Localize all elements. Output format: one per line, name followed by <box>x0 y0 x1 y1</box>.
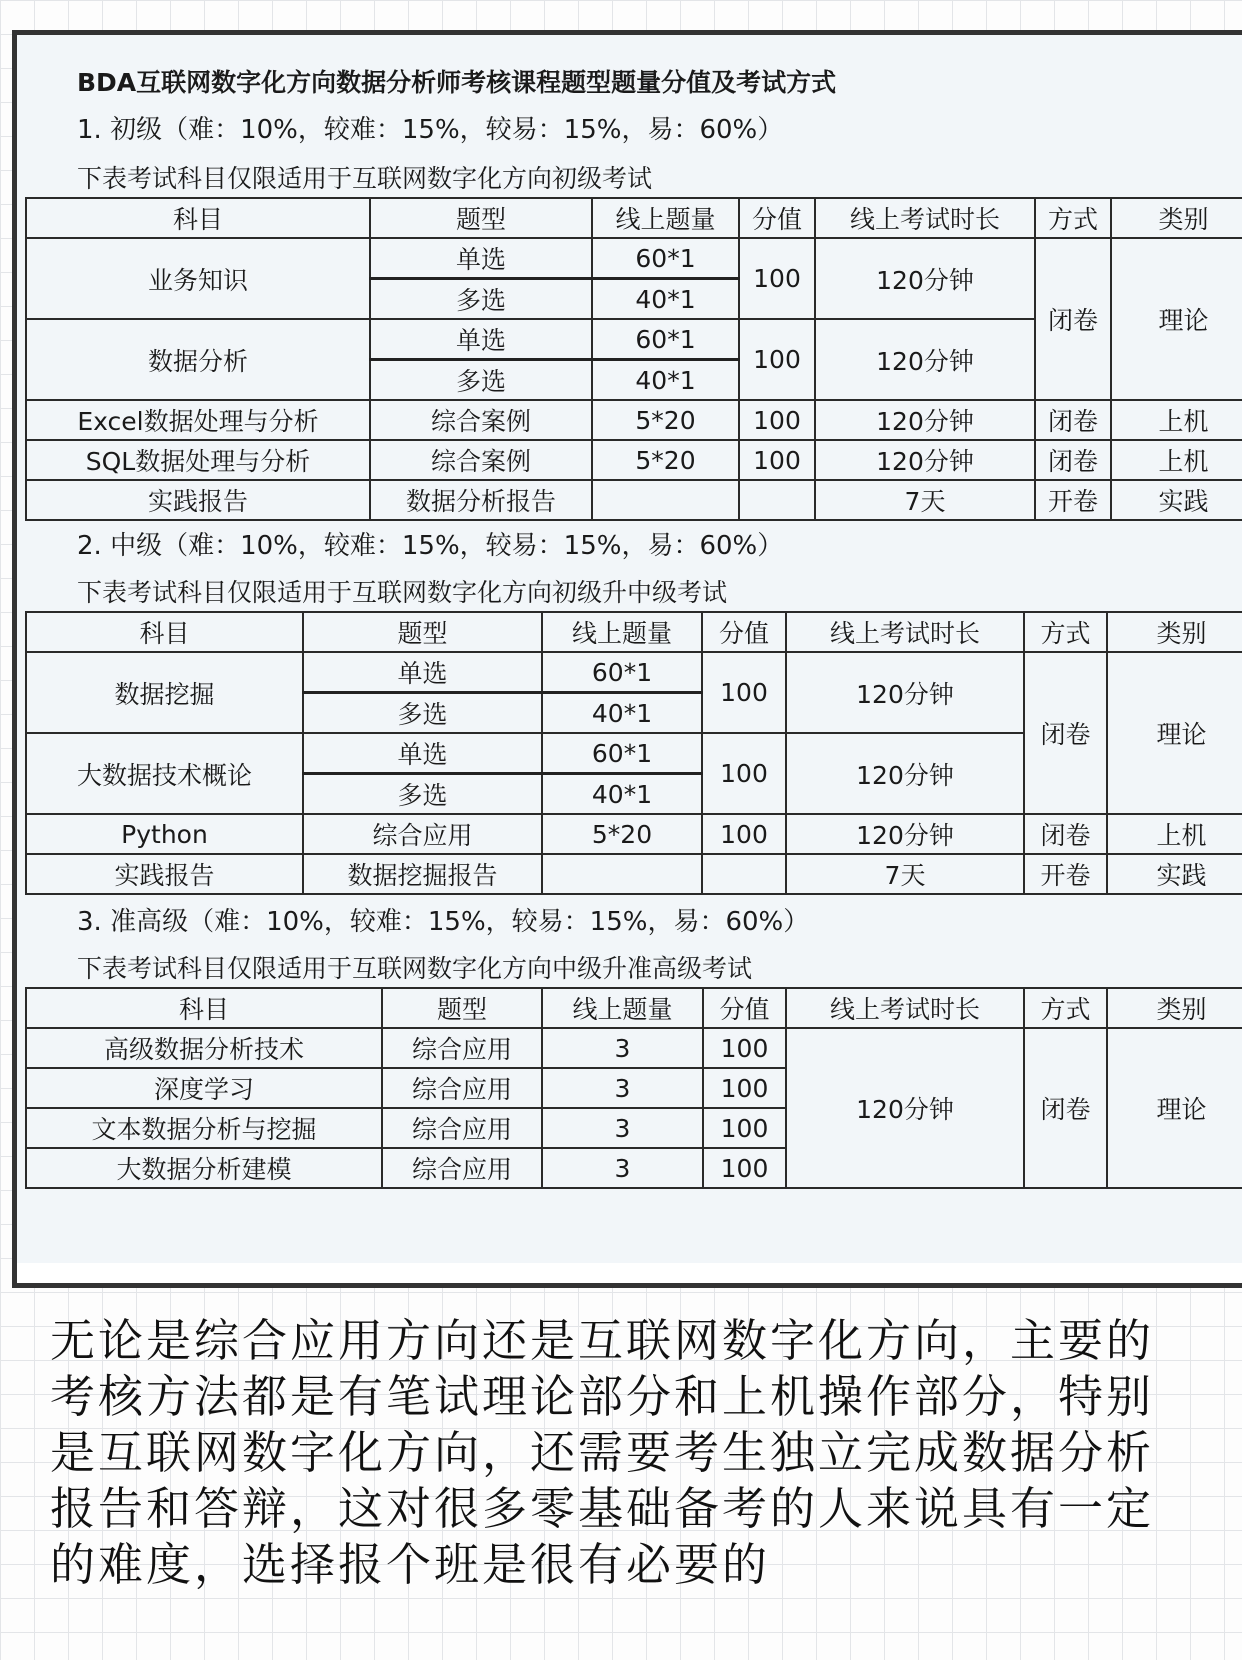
subject-cell: SQL数据处理与分析 <box>26 440 370 480</box>
type-cell: 多选 <box>303 693 542 734</box>
mode-cell: 闭卷 <box>1035 440 1111 480</box>
table-row <box>26 652 1242 693</box>
type-cell: 单选 <box>370 238 592 279</box>
type-cell: 综合应用 <box>303 814 542 854</box>
table-row <box>26 440 1242 480</box>
section-2-heading: 2. 中级（难：10%，较难：15%，较易：15%，易：60%） <box>77 531 784 561</box>
quantity-cell: 5*20 <box>542 814 702 854</box>
type-cell: 综合案例 <box>370 440 592 480</box>
duration-cell: 120分钟 <box>786 1028 1024 1188</box>
quantity-cell: 40*1 <box>592 360 739 401</box>
table-row <box>26 854 1242 894</box>
type-cell: 单选 <box>370 319 592 360</box>
score-cell: 100 <box>702 733 786 814</box>
duration-cell: 7天 <box>786 854 1024 894</box>
table-header-row <box>26 612 1242 652</box>
quantity-cell: 3 <box>542 1068 703 1108</box>
subject-cell: Excel数据处理与分析 <box>26 400 370 440</box>
table-header-row <box>26 988 1242 1028</box>
table-row <box>26 238 1242 279</box>
mode-cell: 闭卷 <box>1035 238 1111 400</box>
type-cell: 多选 <box>370 279 592 320</box>
category-cell: 理论 <box>1107 652 1242 814</box>
section-3-note: 下表考试科目仅限适用于互联网数字化方向中级升准高级考试 <box>77 954 753 983</box>
category-cell: 上机 <box>1107 814 1242 854</box>
score-cell: 100 <box>702 652 786 733</box>
quantity-cell: 3 <box>542 1028 703 1068</box>
header-score: 分值 <box>702 612 786 652</box>
subject-cell: 高级数据分析技术 <box>26 1028 382 1068</box>
exam-document <box>12 30 1242 1288</box>
subject-cell: 数据分析 <box>26 319 370 400</box>
header-type: 题型 <box>382 988 542 1028</box>
quantity-cell <box>592 480 739 520</box>
category-cell: 实践 <box>1111 480 1242 520</box>
subject-cell: 大数据分析建模 <box>26 1148 382 1188</box>
score-cell: 100 <box>739 400 815 440</box>
score-cell: 100 <box>703 1068 786 1108</box>
header-mode: 方式 <box>1024 612 1107 652</box>
header-category: 类别 <box>1111 198 1242 238</box>
score-cell: 100 <box>739 440 815 480</box>
duration-cell: 120分钟 <box>786 814 1024 854</box>
category-cell: 实践 <box>1107 854 1242 894</box>
type-cell: 数据分析报告 <box>370 480 592 520</box>
header-subject: 科目 <box>26 198 370 238</box>
header-duration: 线上考试时长 <box>786 988 1024 1028</box>
duration-cell: 120分钟 <box>815 440 1035 480</box>
score-cell: 100 <box>703 1108 786 1148</box>
header-subject: 科目 <box>26 988 382 1028</box>
type-cell: 综合案例 <box>370 400 592 440</box>
section-1-table <box>25 197 1242 521</box>
type-cell: 综合应用 <box>382 1148 542 1188</box>
duration-cell: 7天 <box>815 480 1035 520</box>
header-quantity: 线上题量 <box>592 198 739 238</box>
category-cell: 理论 <box>1111 238 1242 400</box>
type-cell: 综合应用 <box>382 1108 542 1148</box>
type-cell: 综合应用 <box>382 1068 542 1108</box>
caption-text: 无论是综合应用方向还是互联网数字化方向，主要的考核方法都是有笔试理论部分和上机操作部分，特别是互联网数字化方向，还需要考生独立完成数据分析报告和答辩，这对很多零基础备考的人来说具有一定的难度，选择报个班是很有必要的 <box>50 1314 1155 1591</box>
section-2-table <box>25 611 1242 895</box>
category-cell: 上机 <box>1111 440 1242 480</box>
quantity-cell: 60*1 <box>542 733 702 774</box>
section-1-note: 下表考试科目仅限适用于互联网数字化方向初级考试 <box>77 164 653 193</box>
score-cell: 100 <box>739 319 815 400</box>
mode-cell: 开卷 <box>1035 480 1111 520</box>
type-cell: 单选 <box>303 733 542 774</box>
subject-cell: 深度学习 <box>26 1068 382 1108</box>
mode-cell: 开卷 <box>1024 854 1107 894</box>
section-3-heading: 3. 准高级（难：10%，较难：15%，较易：15%，易：60%） <box>77 907 810 937</box>
type-cell: 综合应用 <box>382 1028 542 1068</box>
header-quantity: 线上题量 <box>542 988 703 1028</box>
mode-cell: 闭卷 <box>1024 814 1107 854</box>
section-2-note: 下表考试科目仅限适用于互联网数字化方向初级升中级考试 <box>77 578 728 607</box>
header-duration: 线上考试时长 <box>815 198 1035 238</box>
header-score: 分值 <box>739 198 815 238</box>
type-cell: 数据挖掘报告 <box>303 854 542 894</box>
duration-cell: 120分钟 <box>786 652 1024 733</box>
type-cell: 多选 <box>370 360 592 401</box>
table-row <box>26 400 1242 440</box>
quantity-cell: 40*1 <box>542 774 702 815</box>
score-cell: 100 <box>739 238 815 319</box>
subject-cell: 实践报告 <box>26 480 370 520</box>
score-cell: 100 <box>703 1028 786 1068</box>
mode-cell: 闭卷 <box>1024 652 1107 814</box>
quantity-cell: 60*1 <box>592 238 739 279</box>
score-cell: 100 <box>702 814 786 854</box>
header-type: 题型 <box>303 612 542 652</box>
quantity-cell: 40*1 <box>542 693 702 734</box>
header-duration: 线上考试时长 <box>786 612 1024 652</box>
quantity-cell: 5*20 <box>592 440 739 480</box>
table-row <box>26 814 1242 854</box>
section-3-table <box>25 987 1242 1189</box>
header-category: 类别 <box>1107 612 1242 652</box>
duration-cell: 120分钟 <box>786 733 1024 814</box>
subject-cell: 数据挖掘 <box>26 652 303 733</box>
subject-cell: 文本数据分析与挖掘 <box>26 1108 382 1148</box>
quantity-cell <box>542 854 702 894</box>
mode-cell: 闭卷 <box>1035 400 1111 440</box>
type-cell: 多选 <box>303 774 542 815</box>
table-header-row <box>26 198 1242 238</box>
header-category: 类别 <box>1107 988 1242 1028</box>
type-cell: 单选 <box>303 652 542 693</box>
category-cell: 理论 <box>1107 1028 1242 1188</box>
subject-cell: Python <box>26 814 303 854</box>
subject-cell: 实践报告 <box>26 854 303 894</box>
header-quantity: 线上题量 <box>542 612 702 652</box>
quantity-cell: 40*1 <box>592 279 739 320</box>
category-cell: 上机 <box>1111 400 1242 440</box>
duration-cell: 120分钟 <box>815 400 1035 440</box>
table-row <box>26 1028 1242 1068</box>
quantity-cell: 60*1 <box>542 652 702 693</box>
header-score: 分值 <box>703 988 786 1028</box>
section-1-heading: 1. 初级（难：10%，较难：15%，较易：15%，易：60%） <box>77 115 784 145</box>
quantity-cell: 60*1 <box>592 319 739 360</box>
subject-cell: 大数据技术概论 <box>26 733 303 814</box>
quantity-cell: 3 <box>542 1148 703 1188</box>
mode-cell: 闭卷 <box>1024 1028 1107 1188</box>
duration-cell: 120分钟 <box>815 238 1035 319</box>
header-type: 题型 <box>370 198 592 238</box>
score-cell <box>702 854 786 894</box>
quantity-cell: 3 <box>542 1108 703 1148</box>
duration-cell: 120分钟 <box>815 319 1035 400</box>
score-cell <box>739 480 815 520</box>
header-subject: 科目 <box>26 612 303 652</box>
score-cell: 100 <box>703 1148 786 1188</box>
quantity-cell: 5*20 <box>592 400 739 440</box>
header-mode: 方式 <box>1024 988 1107 1028</box>
header-mode: 方式 <box>1035 198 1111 238</box>
table-row <box>26 480 1242 520</box>
subject-cell: 业务知识 <box>26 238 370 319</box>
document-title: BDA互联网数字化方向数据分析师考核课程题型题量分值及考试方式 <box>77 68 837 97</box>
